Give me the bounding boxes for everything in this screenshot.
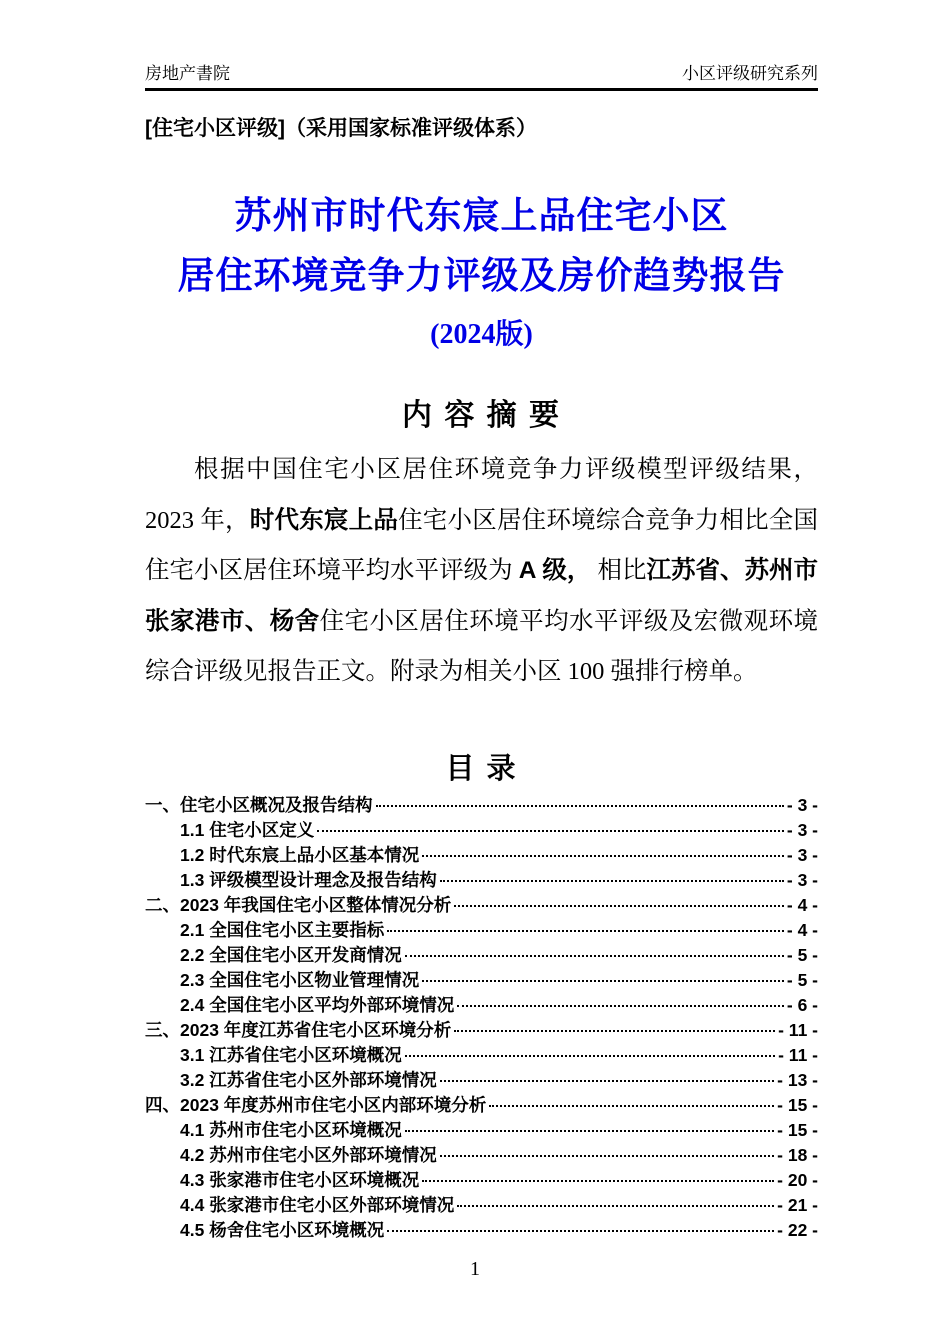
toc-dot-leader — [405, 1055, 775, 1057]
toc-entry[interactable] — [145, 1067, 818, 1092]
toc-dot-leader — [387, 1230, 774, 1232]
toc-entry-label: 1.1 住宅小区定义 — [180, 819, 315, 840]
toc-entry-label: 4.3 张家港市住宅小区环境概况 — [180, 1169, 420, 1190]
toc-entry-page: - 11 - — [778, 1044, 818, 1065]
toc-entry[interactable] — [145, 1117, 818, 1142]
toc-entry-label: 4.2 苏州市住宅小区外部环境情况 — [180, 1144, 437, 1165]
toc-entry-page: - 18 - — [777, 1144, 818, 1165]
toc-entry-label: 4.5 杨舍住宅小区环境概况 — [180, 1219, 385, 1240]
toc-entry-label: 1.2 时代东宸上品小区基本情况 — [180, 844, 420, 865]
toc-dot-leader — [405, 1130, 774, 1132]
abstract-highlight: 时代东宸上品 — [249, 506, 399, 534]
toc-dot-leader — [422, 1180, 774, 1182]
toc-dot-leader — [422, 855, 784, 857]
toc-entry-page: - 15 - — [777, 1094, 818, 1115]
toc-entry-label: 2.3 全国住宅小区物业管理情况 — [180, 969, 420, 990]
toc-entry-page: - 4 - — [786, 919, 818, 940]
toc-dot-leader — [422, 980, 784, 982]
report-title-line1: 苏州市时代东宸上品住宅小区 — [234, 196, 729, 237]
toc-entry[interactable] — [145, 1017, 818, 1042]
toc-entry[interactable] — [145, 892, 818, 917]
toc-dot-leader — [376, 805, 784, 807]
toc-entry-page: - 3 - — [786, 869, 818, 890]
abstract-paragraph — [145, 445, 818, 698]
header-left-text: 房地产書院 — [145, 64, 230, 83]
toc-entry[interactable] — [145, 1192, 818, 1217]
toc-entry[interactable] — [145, 917, 818, 942]
abstract-text: 住宅小区居住环境平均水平评级及宏微观环境综合评级见报告正文。附录为相关小区 100 强排行榜单。 — [145, 607, 819, 685]
toc-dot-leader — [387, 930, 784, 932]
toc-dot-leader — [440, 1080, 774, 1082]
page-number: 1 — [470, 1258, 480, 1280]
toc-dot-leader — [454, 905, 784, 907]
toc-entry[interactable] — [145, 817, 818, 842]
toc-entry-page: - 13 - — [777, 1069, 818, 1090]
toc-entry-page: - 15 - — [777, 1119, 818, 1140]
toc-dot-leader — [317, 830, 784, 832]
toc-dot-leader — [457, 1005, 784, 1007]
abstract-highlight: A 级， — [518, 557, 592, 584]
abstract-text: 相比 — [591, 557, 647, 584]
abstract-text: 住宅小区居住环境综合竞争力相比全国住宅小区居住环境平均水平评级为 — [145, 506, 819, 584]
toc-entry-page: - 6 - — [786, 994, 818, 1015]
toc-entry-label: 2.4 全国住宅小区平均外部环境情况 — [180, 994, 455, 1015]
toc-dot-leader — [457, 1205, 774, 1207]
header-right-text: 小区评级研究系列 — [682, 64, 818, 83]
toc-entry-label: 2.2 全国住宅小区开发商情况 — [180, 944, 402, 965]
toc-entry[interactable] — [145, 942, 818, 967]
toc-dot-leader — [405, 955, 784, 957]
toc-entry-page: - 3 - — [786, 819, 818, 840]
report-version: (2024版) — [430, 319, 533, 350]
toc-list — [145, 792, 818, 1242]
toc-entry[interactable] — [145, 792, 818, 817]
toc-entry-page: - 22 - — [777, 1219, 818, 1240]
abstract-heading: 内 容 摘 要 — [401, 399, 561, 432]
toc-entry-label: 一、住宅小区概况及报告结构 — [145, 794, 373, 815]
toc-entry[interactable] — [145, 867, 818, 892]
toc-entry-page: - 3 - — [786, 844, 818, 865]
toc-dot-leader — [489, 1105, 774, 1107]
toc-entry-page: - 20 - — [777, 1169, 818, 1190]
toc-entry[interactable] — [145, 1092, 818, 1117]
toc-entry-page: - 4 - — [786, 894, 818, 915]
toc-entry[interactable] — [145, 1167, 818, 1192]
rating-system-subheader: [住宅小区评级]（采用国家标准评级体系） — [145, 117, 537, 140]
toc-entry-label: 二、2023 年我国住宅小区整体情况分析 — [145, 894, 452, 915]
running-header — [145, 62, 818, 91]
toc-entry-label: 3.1 江苏省住宅小区环境概况 — [180, 1044, 402, 1065]
toc-entry-label: 2.1 全国住宅小区主要指标 — [180, 919, 385, 940]
toc-entry-label: 3.2 江苏省住宅小区外部环境情况 — [180, 1069, 437, 1090]
toc-entry[interactable] — [145, 842, 818, 867]
toc-entry-page: - 5 - — [786, 969, 818, 990]
toc-entry-label: 4.4 张家港市住宅小区外部环境情况 — [180, 1194, 455, 1215]
toc-dot-leader — [440, 880, 784, 882]
toc-entry[interactable] — [145, 967, 818, 992]
toc-entry-label: 三、2023 年度江苏省住宅小区环境分析 — [145, 1019, 452, 1040]
abstract-text: 根据中国住宅小区居住环境竞争力评级模型评级结果，2023 年， — [145, 456, 818, 534]
toc-entry-page: - 21 - — [777, 1194, 818, 1215]
toc-dot-leader — [440, 1155, 774, 1157]
toc-entry[interactable] — [145, 1217, 818, 1242]
toc-entry-page: - 5 - — [786, 944, 818, 965]
toc-entry-page: - 11 - — [778, 1019, 818, 1040]
toc-entry-label: 四、2023 年度苏州市住宅小区内部环境分析 — [145, 1094, 487, 1115]
toc-entry-label: 4.1 苏州市住宅小区环境概况 — [180, 1119, 402, 1140]
toc-entry-page: - 3 - — [786, 794, 818, 815]
toc-entry[interactable] — [145, 1142, 818, 1167]
toc-dot-leader — [454, 1030, 775, 1032]
abstract-highlight: 江苏省、苏州市张家港市、杨舍 — [145, 557, 819, 635]
toc-heading: 目 录 — [445, 752, 518, 785]
report-title-line2: 居住环境竞争力评级及房价趋势报告 — [177, 256, 786, 297]
toc-entry[interactable] — [145, 1042, 818, 1067]
toc-entry[interactable] — [145, 992, 818, 1017]
toc-entry-label: 1.3 评级模型设计理念及报告结构 — [180, 869, 437, 890]
